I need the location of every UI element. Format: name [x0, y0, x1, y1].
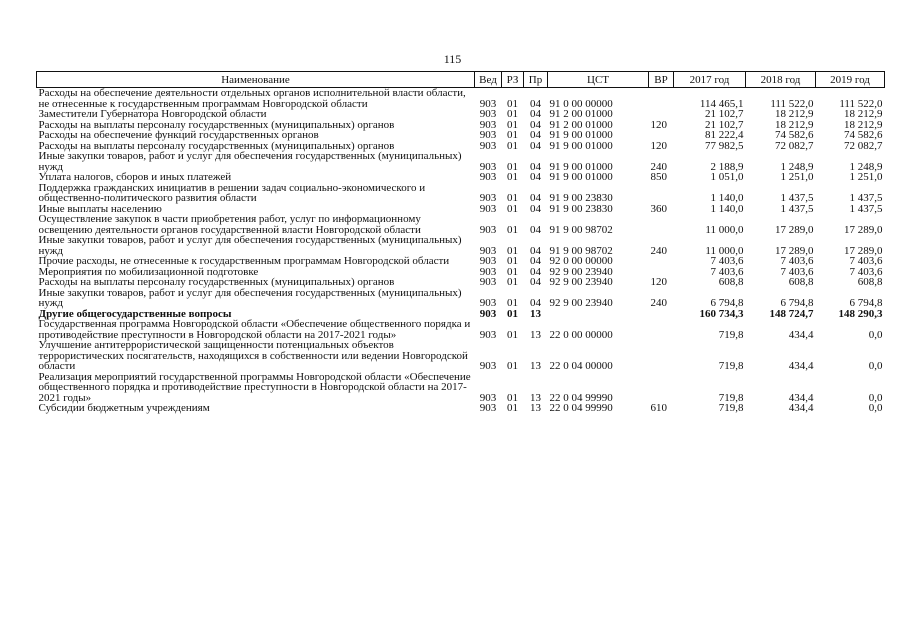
cell-vr: 610 [650, 402, 667, 414]
cell-cst: 91 9 00 01000 [549, 139, 613, 152]
cell-2017: 77 982,5 [705, 139, 744, 152]
cell-2017: 21 102,7 [705, 118, 744, 131]
cell-name: Уплата налогов, сборов и иных платежей [38, 171, 232, 183]
cell-2018: 18 212,9 [775, 118, 814, 131]
table-row [37, 183, 885, 204]
cell-2018: 7 403,6 [780, 265, 814, 278]
cell-rz: 01 [507, 244, 518, 257]
cell-2018: 148 724,7 [769, 307, 814, 320]
cell-cst: 91 0 00 00000 [549, 97, 613, 110]
table-body [37, 88, 885, 414]
cell-2019: 1 248,9 [849, 160, 883, 173]
cell-2019: 17 289,0 [844, 223, 883, 236]
cell-vr [649, 309, 674, 320]
cell-name: Осуществление закупок в части приобретения работ, услуг по информационному освещению деятельности органов государственной власти Новгородской области [38, 213, 421, 236]
cell-ved: 903 [479, 360, 497, 372]
cell-pr: 04 [530, 108, 541, 120]
cell-name: Расходы на выплаты персоналу государственных (муниципальных) органов [38, 118, 395, 131]
header-2017: 2017 год [674, 72, 746, 88]
cell-2018: 18 212,9 [775, 108, 814, 120]
header-rz: РЗ [502, 72, 524, 88]
cell-rz: 01 [507, 265, 518, 278]
cell-2017: 1 140,0 [710, 192, 744, 204]
cell-ved: 903 [479, 192, 497, 204]
cell-vr [649, 372, 674, 404]
cell-rz: 01 [507, 129, 518, 141]
cell-name: Государственная программа Новгородской области «Обеспечение общественного порядка и противодействие преступности в Новгородской области на 2017-2021 годы» [38, 318, 471, 341]
cell-name: Заместители Губернатора Новгородской области [38, 108, 267, 120]
cell-cst: 91 9 00 98702 [549, 223, 613, 236]
cell-2019: 111 522,0 [839, 97, 883, 110]
cell-cst: 91 9 00 23830 [549, 202, 613, 215]
cell-2018: 74 582,6 [775, 129, 814, 141]
cell-2019: 18 212,9 [844, 118, 883, 131]
cell-2017: 7 403,6 [710, 255, 744, 267]
cell-cst: 91 9 00 01000 [549, 160, 613, 173]
cell-rz: 01 [507, 307, 518, 320]
cell-name: Мероприятия по мобилизационной подготовке [38, 265, 259, 278]
cell-2019: 0,0 [868, 328, 883, 341]
header-vr: ВР [649, 72, 674, 88]
cell-pr: 04 [530, 297, 541, 309]
cell-rz: 01 [507, 202, 518, 215]
cell-vr [649, 183, 674, 204]
cell-2017: 2 188,9 [710, 160, 744, 173]
cell-name: Прочие расходы, не отнесенные к государственным программам Новгородской области [38, 255, 450, 267]
cell-2019: 18 212,9 [844, 108, 883, 120]
cell-ved: 903 [479, 307, 497, 320]
header-2018: 2018 год [746, 72, 816, 88]
cell-rz: 01 [507, 391, 518, 404]
cell-cst: 22 0 04 99990 [549, 391, 613, 404]
cell-ved: 903 [479, 223, 497, 236]
cell-rz: 01 [507, 171, 518, 183]
table-row [37, 172, 885, 183]
cell-ved: 903 [479, 202, 497, 215]
cell-2018: 434,4 [788, 391, 814, 404]
cell-2017: 11 000,0 [705, 244, 744, 257]
table-row [37, 109, 885, 120]
cell-2019: 17 289,0 [844, 244, 883, 257]
cell-rz: 01 [507, 118, 518, 131]
cell-2019: 1 437,5 [849, 202, 883, 215]
cell-2017: 81 222,4 [705, 129, 744, 141]
cell-2018: 434,4 [788, 402, 814, 414]
cell-2017: 719,8 [718, 360, 744, 372]
cell-cst: 91 9 00 01000 [549, 129, 613, 141]
table-row [37, 319, 885, 340]
cell-name: Улучшение антитеррористической защищенности потенциальных объектов террористических посягательств, находящихся в собственности или ведении Новгородской области [38, 339, 468, 372]
cell-pr: 13 [530, 360, 541, 372]
cell-ved: 903 [479, 402, 497, 414]
cell-pr: 13 [530, 391, 541, 404]
cell-2017: 7 403,6 [710, 265, 744, 278]
budget-table [36, 71, 885, 414]
cell-2017: 114 465,1 [699, 97, 744, 110]
cell-pr: 13 [530, 307, 541, 320]
cell-2019: 72 082,7 [844, 139, 883, 152]
cell-2019: 0,0 [868, 391, 883, 404]
table-header-row [37, 72, 885, 88]
cell-ved: 903 [479, 391, 497, 404]
cell-pr: 04 [530, 223, 541, 236]
cell-pr: 04 [530, 202, 541, 215]
cell-rz: 01 [507, 255, 518, 267]
cell-2017: 719,8 [718, 391, 744, 404]
cell-name: Расходы на выплаты персоналу государственных (муниципальных) органов [38, 139, 395, 152]
cell-cst: 92 9 00 23940 [549, 265, 613, 278]
page-number: 115 [443, 52, 462, 66]
cell-vr [649, 340, 674, 372]
cell-ved: 903 [479, 160, 497, 173]
cell-pr: 04 [530, 129, 541, 141]
cell-pr: 04 [530, 160, 541, 173]
cell-2018: 1 437,5 [780, 192, 814, 204]
cell-name: Расходы на обеспечение функций государственных органов [38, 129, 319, 141]
cell-cst: 22 0 04 99990 [549, 402, 613, 414]
cell-vr: 240 [650, 244, 667, 257]
cell-pr: 04 [530, 265, 541, 278]
cell-ved: 903 [479, 297, 497, 309]
cell-cst: 91 9 00 23830 [549, 192, 613, 204]
cell-pr: 04 [530, 276, 541, 288]
cell-2019: 608,8 [857, 276, 883, 288]
cell-ved: 903 [479, 108, 497, 120]
cell-vr [649, 214, 674, 235]
cell-ved: 903 [479, 129, 497, 141]
cell-vr: 240 [650, 160, 667, 173]
table-row [37, 277, 885, 288]
cell-2018: 1 437,5 [780, 202, 814, 215]
cell-2018: 72 082,7 [775, 139, 814, 152]
cell-name: Иные выплаты населению [38, 202, 162, 215]
cell-rz: 01 [507, 97, 518, 110]
cell-2017: 1 051,0 [710, 171, 744, 183]
cell-2018: 608,8 [788, 276, 814, 288]
cell-pr: 04 [530, 192, 541, 204]
cell-ved: 903 [479, 97, 497, 110]
cell-pr: 04 [530, 97, 541, 110]
cell-2019: 7 403,6 [849, 255, 883, 267]
cell-pr: 13 [530, 402, 541, 414]
cell-cst: 91 2 00 01000 [549, 108, 613, 120]
cell-2018: 434,4 [788, 328, 814, 341]
cell-vr: 850 [650, 171, 667, 183]
cell-cst: 91 9 00 01000 [549, 171, 613, 183]
cell-cst: 92 0 00 00000 [549, 255, 613, 267]
cell-vr: 120 [650, 139, 667, 152]
cell-vr [649, 319, 674, 340]
cell-rz: 01 [507, 192, 518, 204]
cell-vr: 360 [650, 202, 667, 215]
cell-2017: 719,8 [718, 328, 744, 341]
table-row [37, 130, 885, 141]
cell-2019: 0,0 [868, 402, 883, 414]
table-row [37, 214, 885, 235]
cell-2018: 111 522,0 [770, 97, 814, 110]
cell-2019: 74 582,6 [844, 129, 883, 141]
table-row [37, 88, 885, 110]
cell-ved: 903 [479, 118, 497, 131]
cell-2018: 17 289,0 [775, 244, 814, 257]
table-row [37, 151, 885, 172]
cell-rz: 01 [507, 108, 518, 120]
cell-ved: 903 [479, 139, 497, 152]
cell-vr: 240 [650, 297, 667, 309]
cell-vr [649, 256, 674, 267]
cell-ved: 903 [479, 265, 497, 278]
cell-cst: 92 9 00 23940 [549, 276, 613, 288]
cell-cst: 92 9 00 23940 [549, 297, 613, 309]
cell-ved: 903 [479, 328, 497, 341]
cell-cst [548, 309, 649, 320]
cell-vr [649, 109, 674, 120]
header-ved: Вед [475, 72, 502, 88]
header-pr: Пр [524, 72, 548, 88]
cell-name: Расходы на обеспечение деятельности отдельных органов исполнительной власти области, не отнесенные к государственным программам Новгородской области [38, 87, 466, 110]
cell-pr: 04 [530, 171, 541, 183]
table-row [37, 288, 885, 309]
cell-name: Поддержка гражданских инициатив в решении задач социально-экономического и общественно-политического развития области [38, 181, 426, 204]
table-row [37, 256, 885, 267]
cell-2018: 1 248,9 [780, 160, 814, 173]
cell-ved: 903 [479, 255, 497, 267]
cell-pr: 04 [530, 244, 541, 257]
cell-2019: 7 403,6 [849, 265, 883, 278]
cell-2019: 148 290,3 [838, 307, 883, 320]
cell-rz: 01 [507, 223, 518, 236]
cell-name: Иные закупки товаров, работ и услуг для обеспечения государственных (муниципальных) нужд [38, 150, 462, 173]
cell-name: Расходы на выплаты персоналу государственных (муниципальных) органов [38, 276, 395, 288]
cell-name: Другие общегосударственные вопросы [38, 307, 232, 320]
cell-pr: 04 [530, 139, 541, 152]
cell-ved: 903 [479, 171, 497, 183]
cell-2017: 11 000,0 [705, 223, 744, 236]
table-row [37, 372, 885, 404]
cell-2017: 1 140,0 [710, 202, 744, 215]
cell-2018: 7 403,6 [780, 255, 814, 267]
cell-rz: 01 [507, 160, 518, 173]
cell-vr [649, 88, 674, 110]
cell-name: Иные закупки товаров, работ и услуг для обеспечения государственных (муниципальных) нужд [38, 286, 462, 309]
cell-2018: 17 289,0 [775, 223, 814, 236]
cell-ved: 903 [479, 244, 497, 257]
cell-rz: 01 [507, 402, 518, 414]
cell-pr: 13 [530, 328, 541, 341]
cell-rz: 01 [507, 276, 518, 288]
cell-2017: 160 734,3 [699, 307, 744, 320]
table-row [37, 340, 885, 372]
cell-2017: 6 794,8 [710, 297, 744, 309]
header-name: Наименование [37, 72, 475, 88]
cell-pr: 04 [530, 255, 541, 267]
cell-2018: 1 251,0 [780, 171, 814, 183]
cell-rz: 01 [507, 297, 518, 309]
cell-2019: 1 251,0 [849, 171, 883, 183]
cell-2017: 608,8 [718, 276, 744, 288]
cell-ved: 903 [479, 276, 497, 288]
cell-2018: 6 794,8 [780, 297, 814, 309]
cell-cst: 91 9 00 98702 [549, 244, 613, 257]
cell-2017: 21 102,7 [705, 108, 744, 120]
cell-cst: 22 0 04 00000 [549, 360, 613, 372]
cell-name: Иные закупки товаров, работ и услуг для обеспечения государственных (муниципальных) нужд [38, 234, 462, 257]
cell-vr: 120 [650, 276, 667, 288]
cell-2017: 719,8 [718, 402, 744, 414]
cell-rz: 01 [507, 139, 518, 152]
cell-cst: 91 2 00 01000 [549, 118, 613, 131]
cell-rz: 01 [507, 360, 518, 372]
cell-2019: 6 794,8 [849, 297, 883, 309]
cell-vr [649, 130, 674, 141]
cell-cst: 22 0 00 00000 [549, 328, 613, 341]
table-row [37, 403, 885, 414]
cell-vr: 120 [650, 118, 667, 131]
cell-pr: 04 [530, 118, 541, 131]
cell-name: Субсидии бюджетным учреждениям [38, 402, 210, 414]
header-2019: 2019 год [816, 72, 885, 88]
cell-2019: 0,0 [868, 360, 883, 372]
cell-2019: 1 437,5 [849, 192, 883, 204]
cell-2018: 434,4 [788, 360, 814, 372]
header-cst: ЦСТ [548, 72, 649, 88]
cell-rz: 01 [507, 328, 518, 341]
cell-name: Реализация мероприятий государственной программы Новгородской области «Обеспечение общественного порядка и противодействие преступности в Новгородской области на 2017-2021 годы» [38, 370, 471, 404]
table-row [37, 235, 885, 256]
